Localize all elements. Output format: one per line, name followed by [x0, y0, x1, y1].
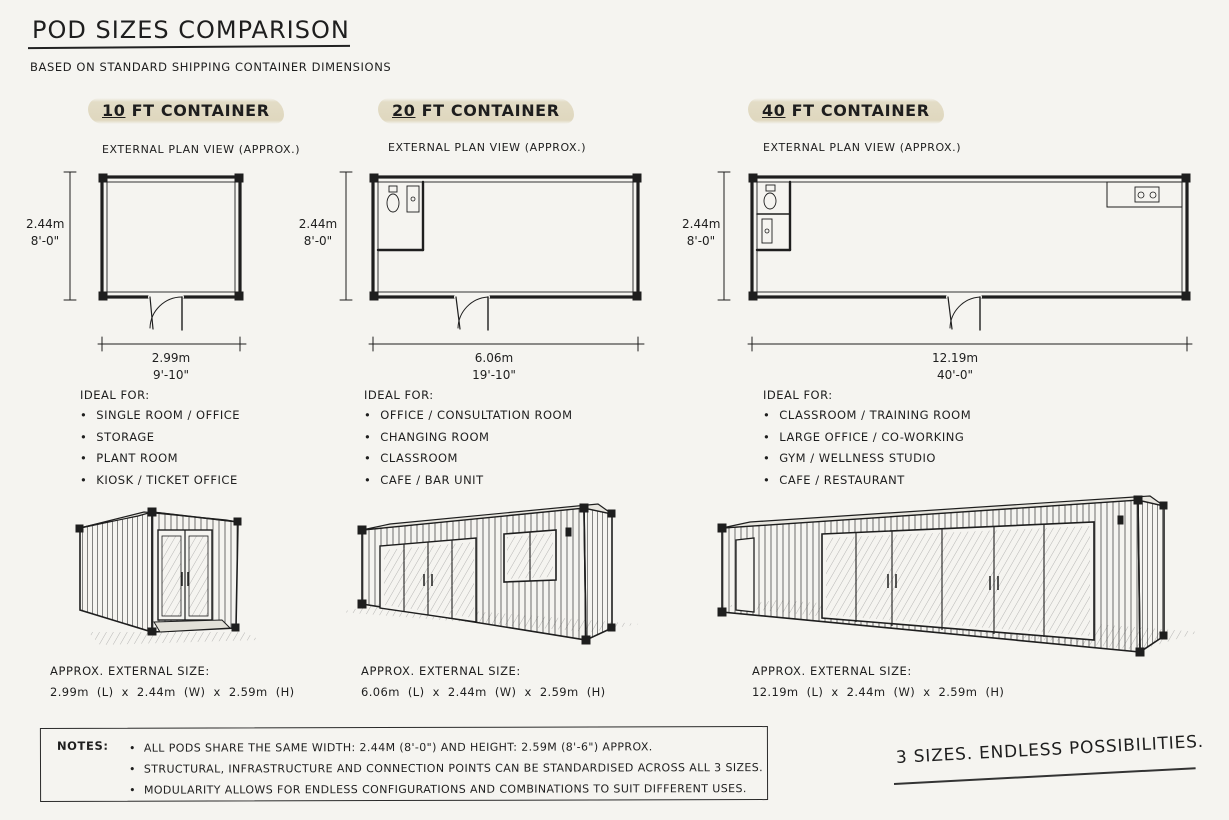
list-item: • MODULARITY ALLOWS FOR ENDLESS CONFIGURATIONS AND COMBINATIONS TO SUIT DIFFERENT USES. [129, 778, 763, 801]
list-item: • CAFE / RESTAURANT [763, 472, 971, 494]
ideal-title-10ft: IDEAL FOR: [80, 388, 150, 402]
list-item: • ALL PODS SHARE THE SAME WIDTH: 2.44M (8'-0") AND HEIGHT: 2.59M (8'-6") APPROX. [129, 736, 763, 759]
list-item: • KIOSK / TICKET OFFICE [80, 472, 240, 494]
width-ft-20ft: 8'-0" [303, 234, 333, 248]
tagline: 3 SIZES. ENDLESS POSSIBILITIES. [895, 731, 1205, 768]
list-item: • STRUCTURAL, INFRASTRUCTURE AND CONNECTION POINTS CAN BE STANDARDISED ACROSS ALL 3 SIZES. [129, 757, 763, 780]
list-item: • CHANGING ROOM [364, 429, 573, 451]
page-title: POD SIZES COMPARISON [32, 16, 350, 44]
heading-20ft-text: FT CONTAINER [415, 101, 560, 120]
heading-40ft-number: 40 [762, 101, 786, 120]
list-item: • CAFE / BAR UNIT [364, 472, 573, 494]
width-m-20ft: 2.44m [298, 217, 338, 231]
list-item: • CLASSROOM / TRAINING ROOM [763, 407, 971, 429]
list-item: • LARGE OFFICE / CO-WORKING [763, 429, 971, 451]
ideal-title-20ft: IDEAL FOR: [364, 388, 434, 402]
list-item: • OFFICE / CONSULTATION ROOM [364, 407, 573, 429]
length-m-20ft: 6.06m [474, 351, 514, 365]
sketch-40ft [718, 496, 1200, 656]
notes-box [40, 726, 768, 802]
length-ft-10ft: 9'-10" [152, 368, 190, 382]
list-item: • PLANT ROOM [80, 450, 240, 472]
size-label-20ft: APPROX. EXTERNAL SIZE: [361, 664, 521, 678]
notes-list [129, 736, 763, 801]
size-value-20ft: 6.06m (L) x 2.44m (W) x 2.59m (H) [361, 685, 606, 699]
width-m-40ft: 2.44m [682, 217, 721, 231]
width-ft-40ft: 8'-0" [686, 234, 716, 248]
plan-caption-10ft: EXTERNAL PLAN VIEW (APPROX.) [102, 143, 301, 156]
heading-20ft-number: 20 [392, 101, 416, 120]
heading-10ft-number: 10 [102, 101, 126, 120]
length-m-10ft: 2.99m [151, 351, 191, 365]
size-value-10ft: 2.99m (L) x 2.44m (W) x 2.59m (H) [50, 685, 295, 699]
size-label-10ft: APPROX. EXTERNAL SIZE: [50, 664, 210, 678]
length-ft-40ft: 40'-0" [936, 368, 974, 382]
list-item: • CLASSROOM [364, 450, 573, 472]
width-ft-10ft: 8'-0" [30, 234, 60, 248]
notes-label: NOTES: [56, 738, 109, 753]
width-m-10ft: 2.44m [26, 217, 65, 231]
length-m-40ft: 12.19m [931, 351, 979, 365]
ideal-title-40ft: IDEAL FOR: [763, 388, 833, 402]
heading-10ft-text: FT CONTAINER [125, 101, 270, 120]
list-item: • GYM / WELLNESS STUDIO [763, 450, 971, 472]
size-label-40ft: APPROX. EXTERNAL SIZE: [752, 664, 912, 678]
length-ft-20ft: 19'-10" [472, 368, 516, 382]
list-item: • STORAGE [80, 429, 240, 451]
plan-caption-20ft: EXTERNAL PLAN VIEW (APPROX.) [388, 141, 587, 154]
page-subtitle: BASED ON STANDARD SHIPPING CONTAINER DIMENSIONS [30, 60, 392, 74]
heading-40ft-text: FT CONTAINER [785, 101, 930, 120]
sketch-10ft [76, 508, 260, 645]
plan-caption-40ft: EXTERNAL PLAN VIEW (APPROX.) [763, 141, 962, 154]
sketch-20ft [340, 504, 640, 644]
size-value-40ft: 12.19m (L) x 2.44m (W) x 2.59m (H) [752, 685, 1005, 699]
list-item: • SINGLE ROOM / OFFICE [80, 407, 240, 429]
